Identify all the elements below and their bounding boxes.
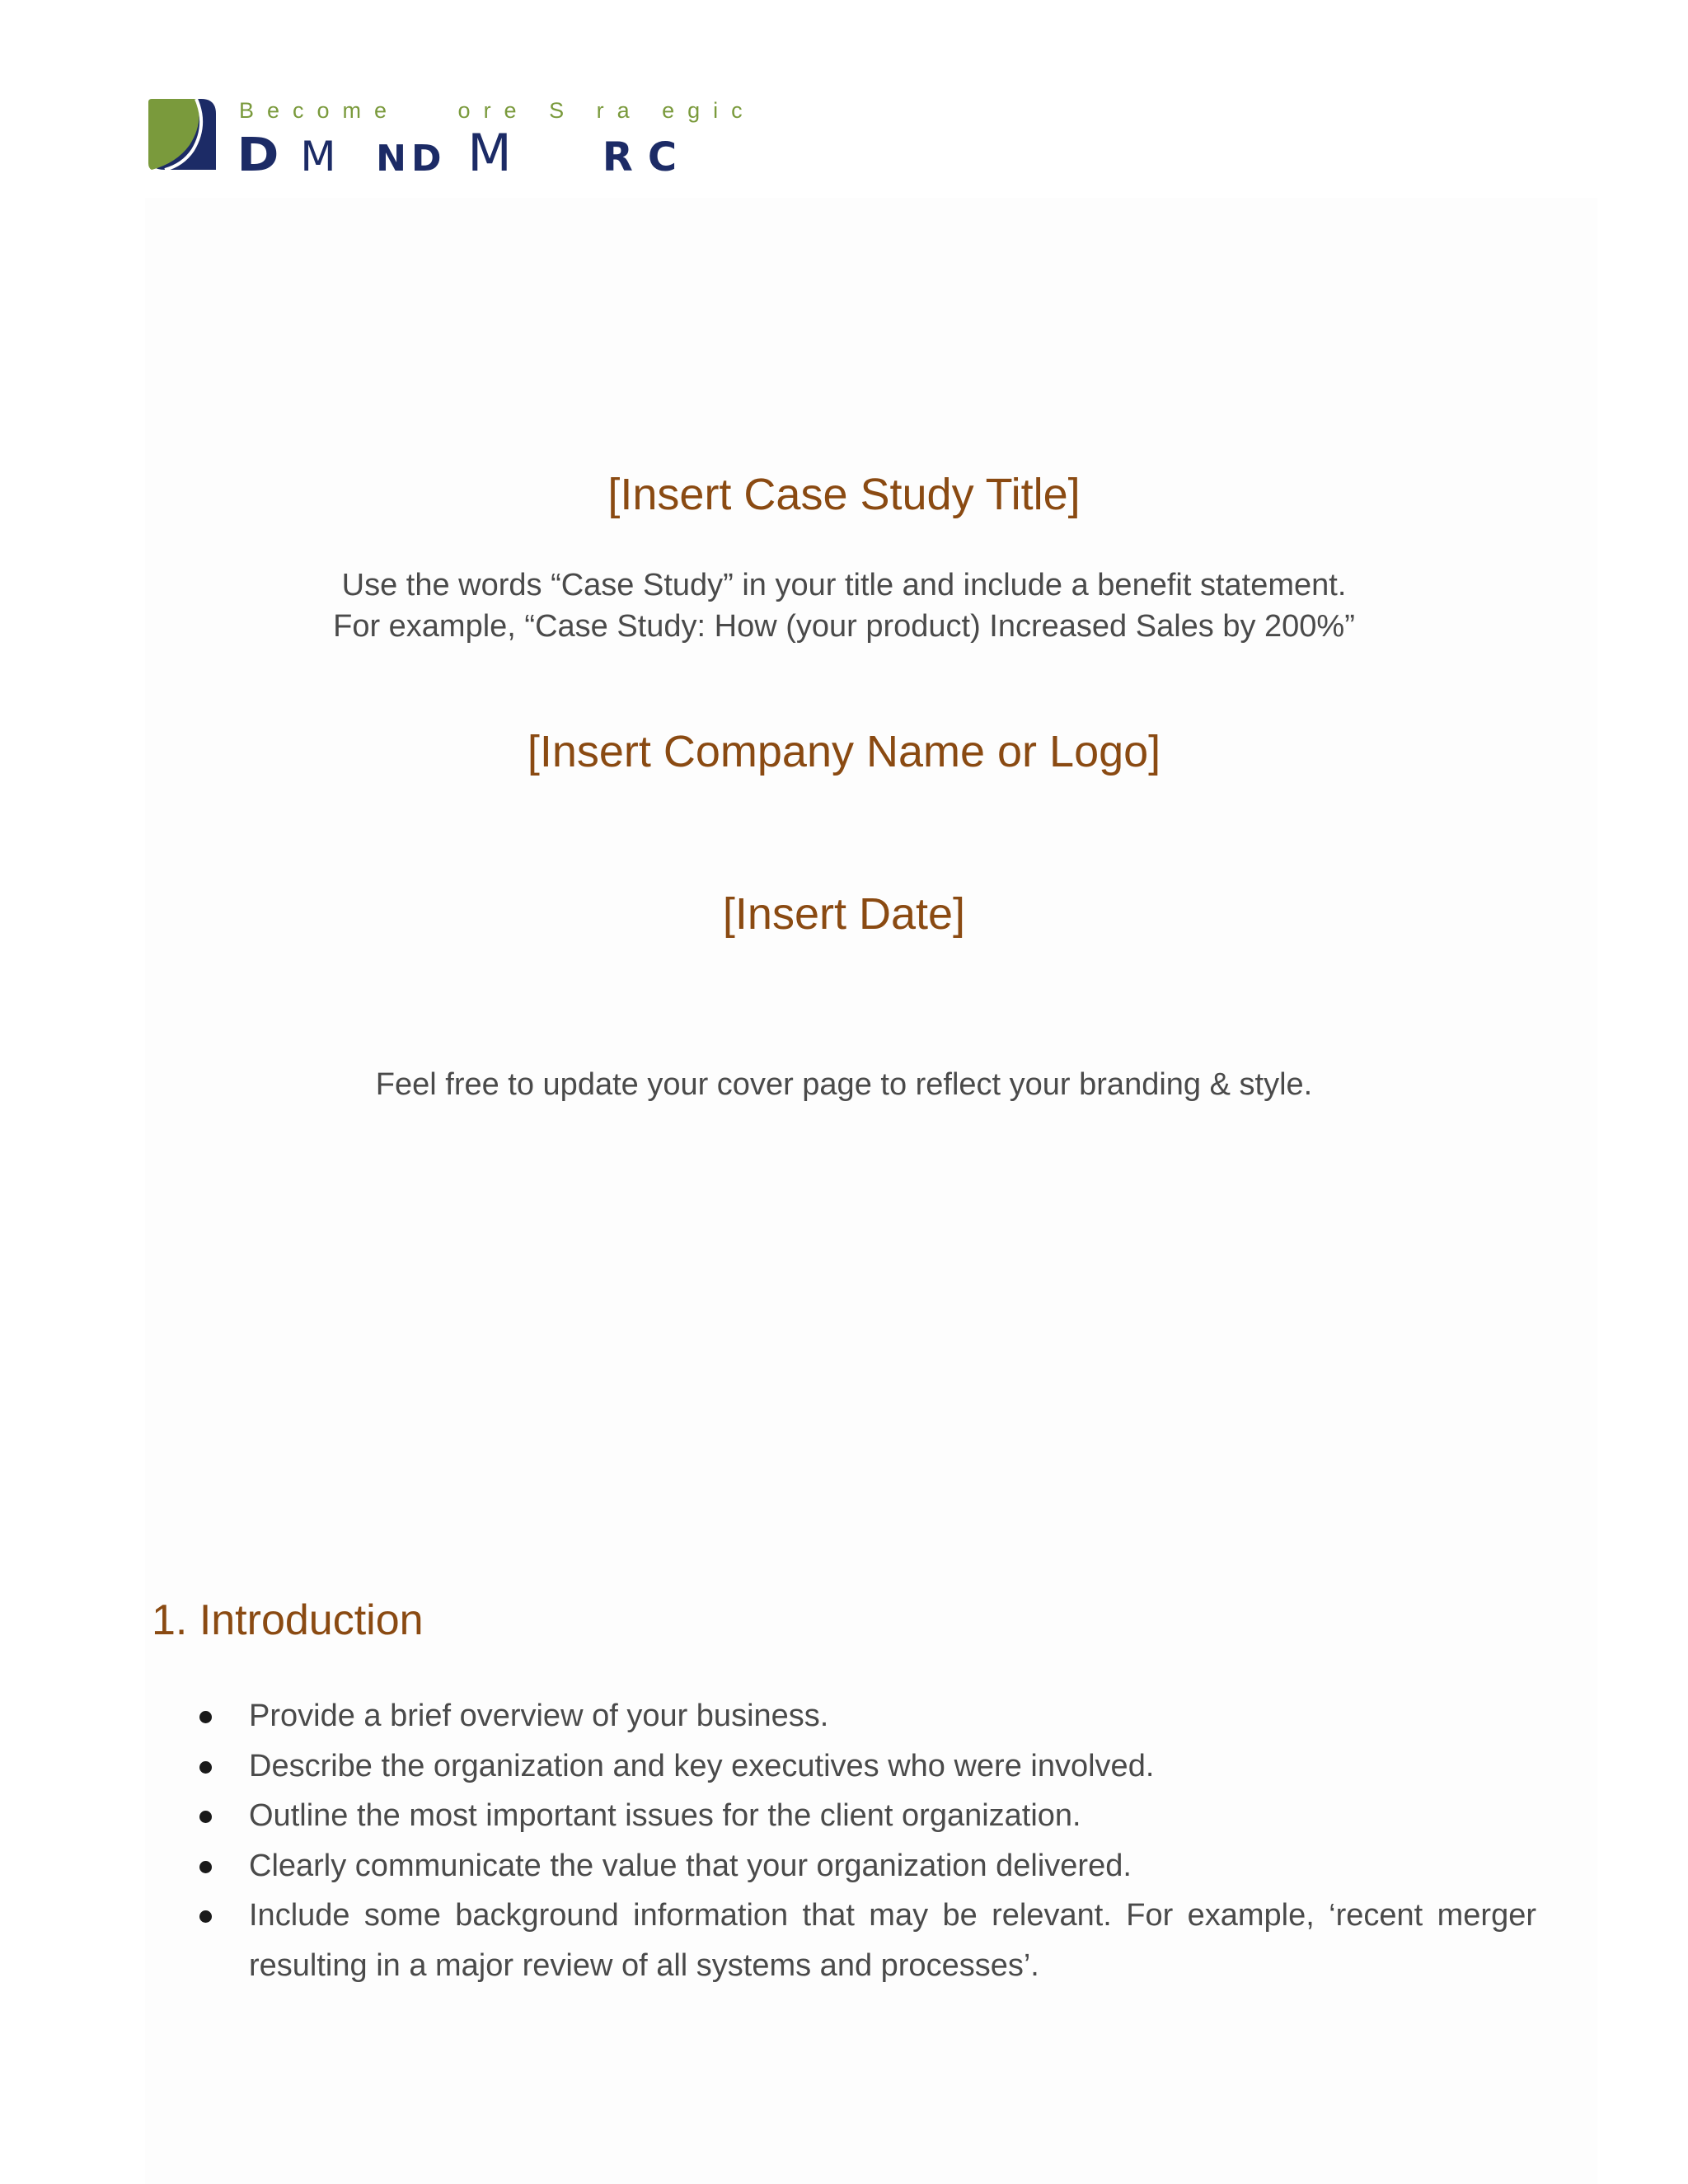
bullet-icon xyxy=(199,1861,212,1873)
list-item-text: Include some background information that may be relevant. For example, ‘recent merger resulting in a major review of all systems and processes’. xyxy=(249,1898,1536,1983)
list-item-text: Outline the most important issues for the client organization. xyxy=(249,1798,1081,1833)
date-placeholder: [Insert Date] xyxy=(722,889,966,939)
company-logo xyxy=(147,96,806,183)
list-item-text: Clearly communicate the value that your organization delivered. xyxy=(249,1848,1132,1883)
bullet-icon xyxy=(199,1711,212,1723)
logo-tagline: Become ore S ra egic xyxy=(239,98,756,123)
logo-wordmark-part: M xyxy=(282,133,341,180)
title-instruction-line: Use the words “Case Study” in your title and include a benefit statement. xyxy=(341,568,1347,602)
logo-wordmark-part: M xyxy=(446,123,517,183)
list-item xyxy=(152,1691,1536,1741)
section-heading-introduction: 1. Introduction xyxy=(152,1596,424,1644)
introduction-bullet-list xyxy=(152,1691,1536,1990)
bullet-icon xyxy=(199,1761,212,1774)
logo-wordmark xyxy=(237,123,692,183)
branding-note: Feel free to update your cover page to reflect your branding & style. xyxy=(375,1067,1313,1102)
company-name-placeholder: [Insert Company Name or Logo] xyxy=(527,727,1161,776)
logo-wordmark-part: D xyxy=(237,129,285,182)
list-item xyxy=(152,1841,1536,1891)
bullet-icon xyxy=(199,1910,212,1923)
logo-wordmark-part: RC xyxy=(516,134,692,180)
list-item xyxy=(152,1791,1536,1841)
logo-mark-icon xyxy=(147,97,219,173)
list-item xyxy=(152,1891,1536,1990)
list-item xyxy=(152,1741,1536,1792)
title-instruction-line: For example, “Case Study: How (your product) Increased Sales by 200%” xyxy=(333,609,1355,644)
logo-wordmark-part: ND xyxy=(340,138,447,180)
list-item-text: Provide a brief overview of your business. xyxy=(249,1699,829,1733)
case-study-title: [Insert Case Study Title] xyxy=(607,470,1081,519)
bullet-icon xyxy=(199,1811,212,1823)
list-item-text: Describe the organization and key executives who were involved. xyxy=(249,1748,1155,1783)
